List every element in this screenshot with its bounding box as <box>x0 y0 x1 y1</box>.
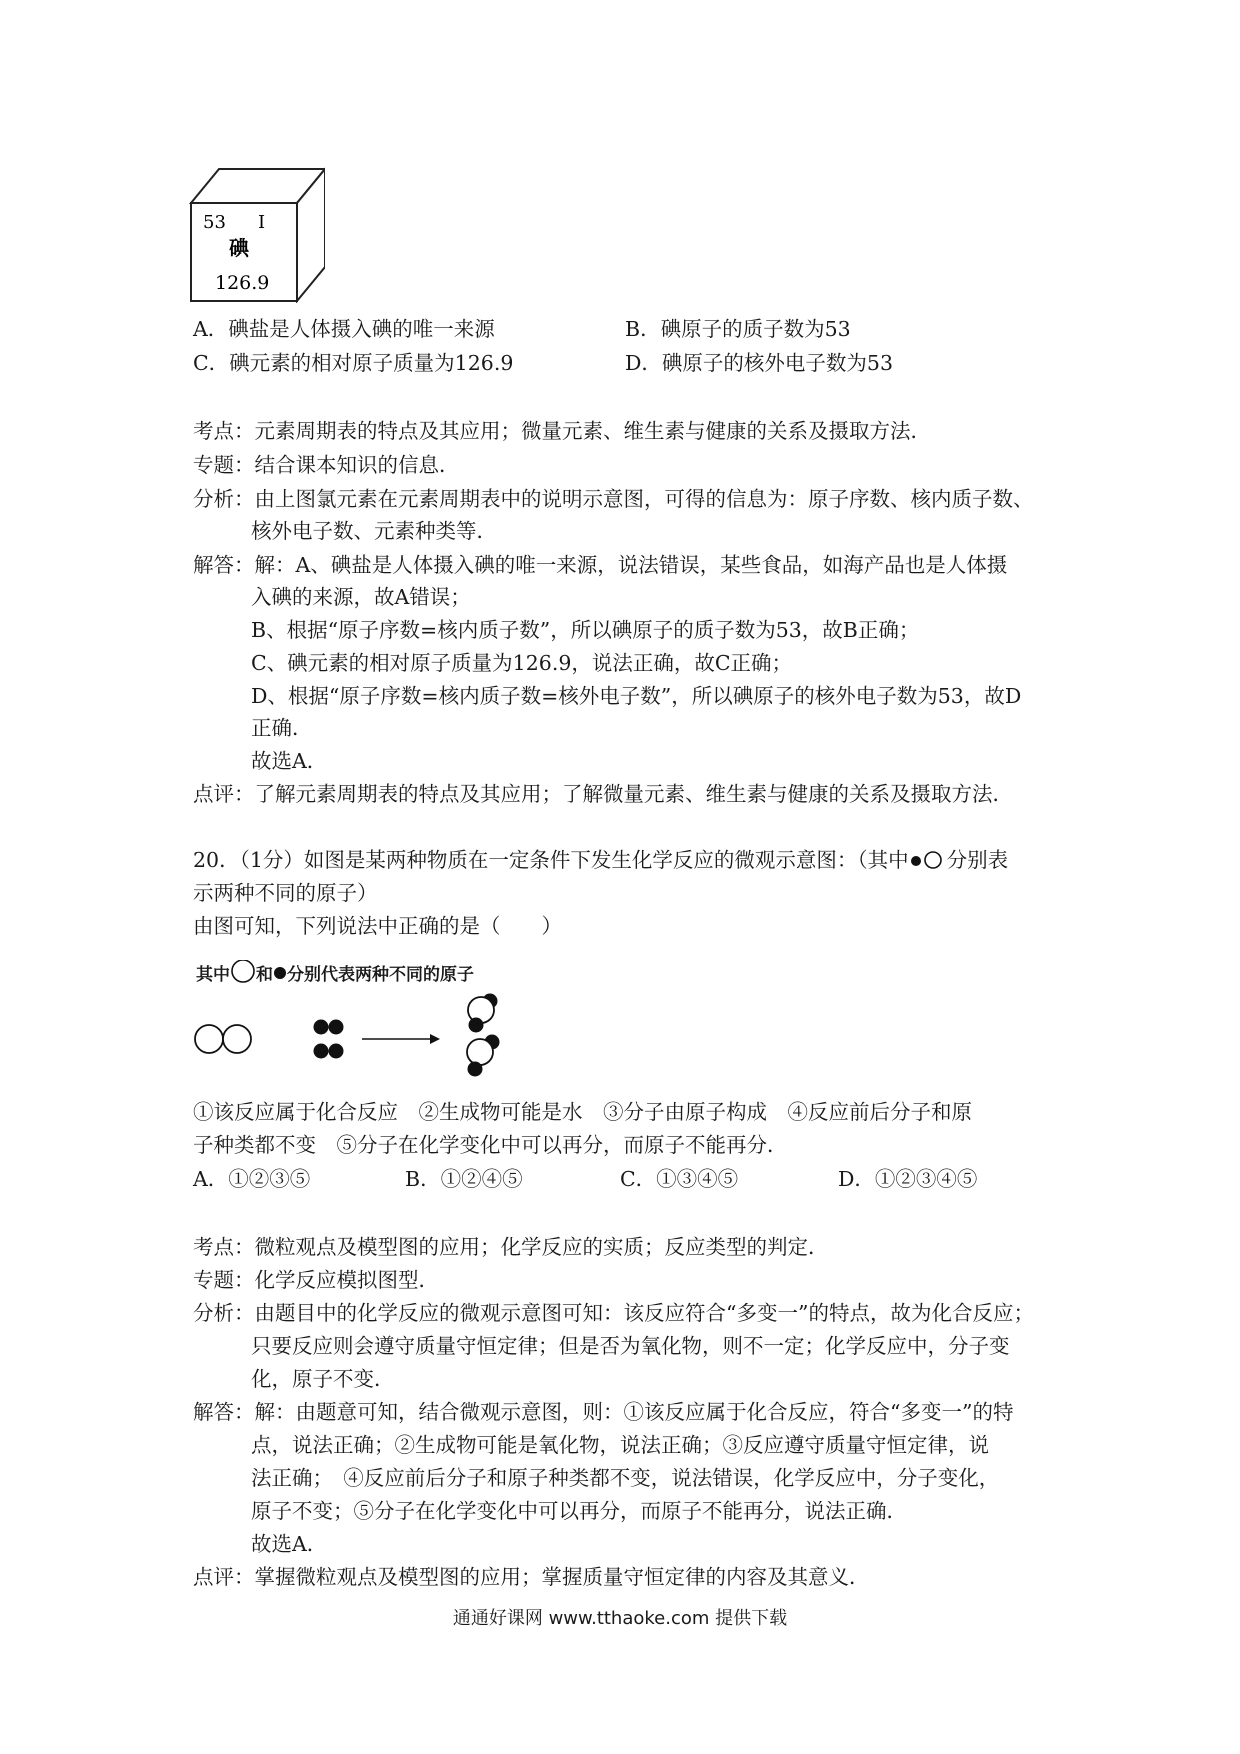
q19-fenxi-line1: 由上图氯元素在元素周期表中的说明示意图，可得的信息为：原子序数、核内质子数、 <box>254 487 1034 511</box>
element-name: 碘 <box>229 236 249 260</box>
q19-jieda-line7: 故选A． <box>251 749 328 773</box>
q20-option-b: B．①②④⑤ <box>405 1167 523 1191</box>
caption-part2: 和 <box>256 965 273 985</box>
q20-option-d: D．①②③④⑤ <box>838 1167 978 1191</box>
q19-kaodian-text: 元素周期表的特点及其应用；微量元素、维生素与健康的关系及摄取方法． <box>254 419 931 443</box>
q19-jieda-line4: C、碘元素的相对原子质量为126.9，说法正确，故C正确； <box>251 651 793 675</box>
q20-stem-text: 20．（1分）如图是某两种物质在一定条件下发生化学反应的微观示意图：（其中 <box>193 848 909 872</box>
q19-jieda-label: 解答： <box>193 553 255 577</box>
q19-jieda <box>193 550 1007 580</box>
iodine-element-card <box>185 163 325 303</box>
q19-jieda-line6: 正确． <box>251 716 313 740</box>
q20-jieda-line3: 法正确； ④反应前后分子和原子种类都不变，说法错误，化学反应中，分子变化， <box>251 1466 1000 1490</box>
q19-jieda-line1: 解：A、碘盐是人体摄入碘的唯一来源，说法错误，某些食品，如海产品也是人体摄 <box>254 553 1008 577</box>
q20-stem-tail: 分别表 <box>946 848 1009 872</box>
element-symbol: I <box>258 212 266 233</box>
q19-zhuanti-label: 专题： <box>193 453 255 477</box>
q20-stem-line1 <box>193 845 1008 875</box>
q19-option-c: C．碘元素的相对原子质量为126.9 <box>193 351 514 375</box>
q20-jieda-line1: 解：由题意可知，结合微观示意图，则：①该反应属于化合反应，符合“多变一”的特 <box>254 1400 1014 1424</box>
q19-option-a: A．碘盐是人体摄入碘的唯一来源 <box>193 317 495 341</box>
q20-jieda-line4: 原子不变；⑤分子在化学变化中可以再分，而原子不能再分，说法正确． <box>251 1499 907 1523</box>
q19-kaodian <box>193 416 931 446</box>
product-molecules <box>467 994 500 1077</box>
element-number: 53 <box>203 212 226 233</box>
element-mass: 126.9 <box>215 272 270 294</box>
q20-option-c: C．①③④⑤ <box>620 1167 739 1191</box>
q19-zhuanti-text: 结合课本知识的信息． <box>254 453 460 477</box>
q20-jieda <box>193 1397 1013 1427</box>
q20-kaodian <box>193 1232 829 1262</box>
atom-legend-icon <box>909 850 947 870</box>
q20-stem-line2: 示两种不同的原子） <box>193 881 378 905</box>
q20-fenxi-line1: 由题目中的化学反应的微观示意图可知：该反应符合“多变一”的特点，故为化合反应； <box>254 1301 1034 1325</box>
q19-option-b: B．碘原子的质子数为53 <box>625 317 851 341</box>
q19-option-d: D．碘原子的核外电子数为53 <box>625 351 894 375</box>
q19-fenxi-line2: 核外电子数、元素种类等． <box>251 519 497 543</box>
white-atom-icon <box>230 960 256 984</box>
q20-jieda-line5: 故选A． <box>251 1532 328 1556</box>
q19-dianping-text: 了解元素周期表的特点及其应用；了解微量元素、维生素与健康的关系及摄取方法． <box>254 782 1013 806</box>
q19-dianping <box>193 779 1013 809</box>
reaction-arrow-icon <box>362 1034 440 1044</box>
q20-zhuanti-text: 化学反应模拟图型． <box>254 1268 439 1292</box>
q20-fenxi-label: 分析： <box>193 1301 255 1325</box>
q20-fenxi-line2: 只要反应则会遵守质量守恒定律；但是否为氧化物，则不一定；化学反应中，分子变 <box>251 1334 1010 1358</box>
q20-zhuanti <box>193 1265 439 1295</box>
q19-jieda-line2: 入碘的来源，故A错误； <box>251 585 471 609</box>
q20-statements-line1: ①该反应属于化合反应 ②生成物可能是水 ③分子由原子构成 ④反应前后分子和原 <box>193 1100 972 1124</box>
reaction-micro-diagram <box>190 990 540 1090</box>
q19-jieda-line5: D、根据“原子序数=核内质子数=核外电子数”，所以碘原子的核外电子数为53，故D <box>251 684 1022 708</box>
page-footer: 通通好课网 www.tthaoke.com 提供下载 <box>452 1608 788 1629</box>
q20-stem-line3: 由图可知，下列说法中正确的是（ ） <box>193 914 562 938</box>
white-molecule <box>195 1025 251 1053</box>
q19-dianping-label: 点评： <box>193 782 255 806</box>
caption-part3: 分别代表两种不同的原子 <box>287 965 474 985</box>
q19-jieda-line3: B、根据“原子序数=核内质子数”，所以碘原子的质子数为53，故B正确； <box>251 618 920 642</box>
black-molecules <box>314 1020 344 1059</box>
q20-dianping-text: 掌握微粒观点及模型图的应用；掌握质量守恒定律的内容及其意义． <box>254 1565 870 1589</box>
q20-kaodian-label: 考点： <box>193 1235 255 1259</box>
q20-kaodian-text: 微粒观点及模型图的应用；化学反应的实质；反应类型的判定． <box>254 1235 829 1259</box>
q20-fenxi-line3: 化，原子不变． <box>251 1367 395 1391</box>
black-atom-icon <box>273 960 287 984</box>
q19-fenxi-label: 分析： <box>193 487 255 511</box>
q20-dianping-label: 点评： <box>193 1565 255 1589</box>
q19-zhuanti <box>193 450 460 480</box>
q20-jieda-line2: 点，说法正确；②生成物可能是氧化物，说法正确；③反应遵守质量守恒定律，说 <box>251 1433 989 1457</box>
caption-part1: 其中 <box>196 965 230 985</box>
q20-option-a: A．①②③⑤ <box>193 1167 311 1191</box>
q20-jieda-label: 解答： <box>193 1400 255 1424</box>
q20-statements-line2: 子种类都不变 ⑤分子在化学变化中可以再分，而原子不能再分． <box>193 1133 788 1157</box>
q20-dianping <box>193 1562 870 1592</box>
q20-fenxi <box>193 1298 1034 1328</box>
diagram-caption <box>196 960 474 987</box>
q20-zhuanti-label: 专题： <box>193 1268 255 1292</box>
q19-kaodian-label: 考点： <box>193 419 255 443</box>
q19-fenxi <box>193 484 1034 514</box>
